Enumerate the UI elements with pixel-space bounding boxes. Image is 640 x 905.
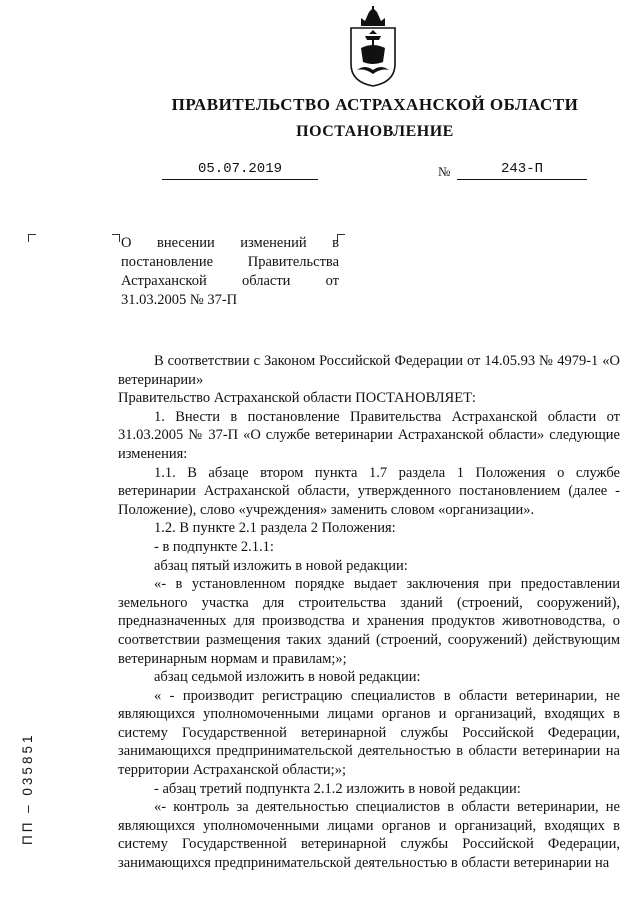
coat-of-arms-icon [343,6,403,88]
subparagraph-2-1-1: - в подпункте 2.1.1: [154,538,274,555]
paragraph-1-2: 1.2. В пункте 2.1 раздела 2 Положения: [154,520,396,537]
margin-corner-mark [28,234,36,242]
document-type: ПОСТАНОВЛЕНИЕ [296,123,454,140]
number-sign: № [438,164,451,179]
paragraph-seventh-intro: абзац седьмой изложить в новой редакции: [154,669,421,686]
subparagraph-2-1-2-intro: - абзац третий подпункта 2.1.2 изложить в новой редакции: [154,780,521,797]
resolution-line: Правительство Астраханской области ПОСТАНОВЛЯЕТ: [118,390,476,407]
paragraph-1-1: 1.1. В абзаце втором пункта 1.7 раздела 1 Положения о службе ветеринарии Астраханской области, утвержденного постановлением (далее - Положение), слово «учреждения» заменить словом «организации». [118,464,620,518]
form-serial-code: ПП – 035851 [20,732,35,845]
document-body [118,352,620,873]
subject-bracket-left [112,234,120,242]
subparagraph-2-1-2-text: «- контроль за деятельностью специалистов в области ветеринарии, не являющихся уполномоченными лицами органов и организаций, входящих в систему Государственной ветеринарной службы Российской Федерации, занимающихся предпринимательской деятельностью в области ветеринарии на [118,799,620,872]
paragraph-1: 1. Внести в постановление Правительства Астраханской области от 31.03.2005 № 37-П «О службе ветеринарии Астраханской области» следующие изменения: [118,408,620,462]
paragraph-fifth-intro: абзац пятый изложить в новой редакции: [154,557,408,574]
paragraph-seventh-text: « - производит регистрацию специалистов в области ветеринарии, не являющихся уполномоченными лицами органов и организаций, входящих в систему Государственной ветеринарной службы Российской Федерации, занимающихся предпринимательской деятельностью в области ветеринарии на территории Астраханской области;»; [118,687,620,779]
document-date: 05.07.2019 [162,161,318,180]
preamble: В соответствии с Законом Российской Федерации от 14.05.93 № 4979-1 «О ветеринарии» [118,353,620,388]
document-subject: О внесении изменений в постановление Правительства Астраханской области от 31.03.2005 № 37-П [121,235,339,308]
paragraph-fifth-text: «- в установленном порядке выдает заключения при предоставлении земельного участка для строительства зданий (строений, сооружений), предназначенных для производства и хранения продуктов животноводства, о соответствии размещения таких зданий (строений, сооружений) действующим ветеринарным нормам и правилам;»; [118,576,620,667]
document-number: 243-П [457,161,587,180]
government-title: ПРАВИТЕЛЬСТВО АСТРАХАНСКОЙ ОБЛАСТИ [171,95,579,114]
